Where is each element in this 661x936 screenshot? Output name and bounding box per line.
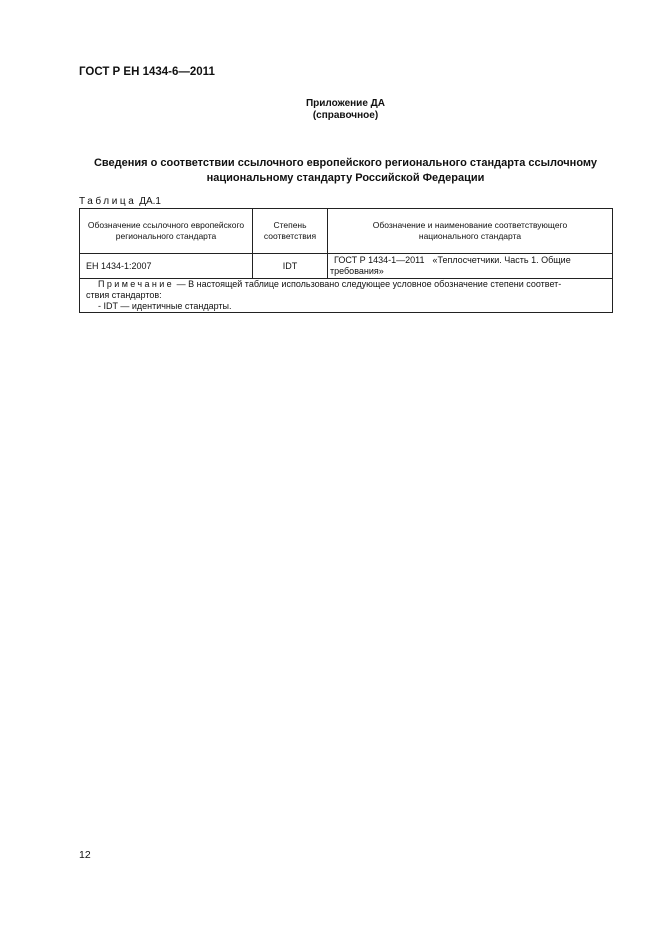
table-header-row: [80, 209, 613, 254]
header-national-line2: национального стандарта: [418, 231, 522, 241]
annex-heading: [0, 98, 661, 122]
table-label: [79, 196, 161, 207]
cell-national-standard: [328, 254, 613, 279]
national-title-line2: требования»: [330, 266, 384, 276]
header-degree-line2: соответствия: [263, 231, 317, 241]
document-code: ГОСТ Р ЕН 1434-6—2011: [79, 66, 215, 78]
table-label-word: Таблица: [79, 196, 137, 207]
section-title-line1: Сведения о соответствии ссылочного европейского регионального стандарта ссылочному: [93, 157, 598, 169]
table-label-number: ДА.1: [139, 196, 161, 207]
cell-ref-standard: ЕН 1434-1:2007: [80, 254, 253, 279]
correspondence-table: [79, 208, 613, 313]
table-row: [80, 254, 613, 279]
header-ref-line1: Обозначение ссылочного европейского: [87, 220, 245, 230]
annex-title: Приложение ДА: [305, 98, 386, 109]
page-number: 12: [79, 849, 91, 861]
header-national-line1: Обозначение и наименование соответствующего: [372, 220, 568, 230]
note-text-line1: — В настоящей таблице использовано следующее условное обозначение степени соответ-: [174, 279, 562, 289]
header-ref-line2: регионального стандарта: [115, 231, 217, 241]
national-title-line1: «Теплосчетчики. Часть 1. Общие: [432, 255, 571, 265]
table-note-row: [80, 279, 613, 313]
note-text-line3: - IDT — идентичные стандарты.: [98, 301, 232, 311]
table-note: [80, 279, 613, 313]
header-degree: [253, 209, 328, 254]
annex-subtitle: (справочное): [312, 110, 379, 121]
header-degree-line1: Степень: [273, 220, 307, 230]
note-word: Примечание: [98, 279, 175, 289]
national-code: ГОСТ Р 1434-1—2011: [334, 255, 425, 265]
header-national-standard: [328, 209, 613, 254]
note-text-line2: ствия стандартов:: [86, 290, 162, 300]
section-title-line2: национальному стандарту Российской Федерации: [206, 172, 485, 184]
header-ref-standard: [80, 209, 253, 254]
cell-degree: IDT: [253, 254, 328, 279]
section-title: [79, 156, 612, 186]
